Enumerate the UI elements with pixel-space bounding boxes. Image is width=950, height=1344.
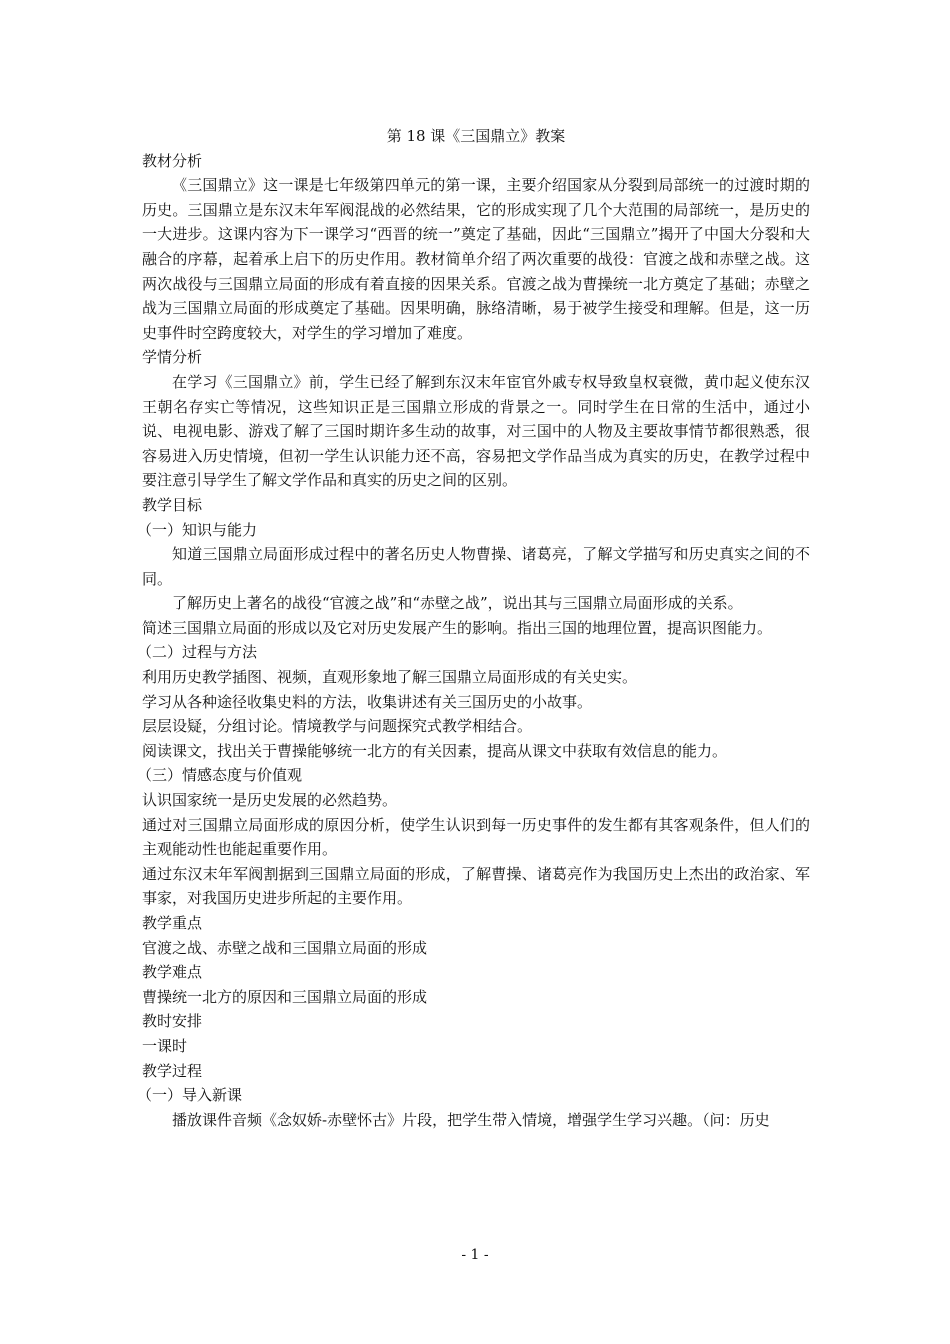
paragraph-method-2: 学习从各种途径收集史料的方法，收集讲述有关三国历史的小故事。 (142, 692, 593, 711)
paragraph-method-4: 阅读课文，找出关于曹操能够统一北方的有关因素，提高从课文中获取有效信息的能力。 (142, 741, 728, 760)
paragraph-method-3: 层层设疑，分组讨论。情境教学与问题探究式教学相结合。 (142, 717, 533, 736)
heading-student-analysis: 学情分析 (142, 348, 203, 367)
subheading-values: （三）情感态度与价值观 (137, 766, 303, 785)
paragraph-introduction: 播放课件音频《念奴娇-赤壁怀古》片段，把学生带入情境，增强学生学习兴趣。（问：历史 (172, 1110, 770, 1129)
paragraph-goal-3: 简述三国鼎立局面的形成以及它对历史发展产生的影响。指出三国的地理位置，提高识图能力。 (142, 618, 773, 637)
heading-difficulties: 教学难点 (142, 963, 203, 982)
paragraph-goal-2: 了解历史上著名的战役“官渡之战”和“赤壁之战”，说出其与三国鼎立局面形成的关系。 (172, 594, 743, 613)
paragraph-method-1: 利用历史教学插图、视频，直观形象地了解三国鼎立局面形成的有关史实。 (142, 668, 638, 687)
heading-teaching-process: 教学过程 (142, 1061, 203, 1080)
paragraph-key-points: 官渡之战、赤壁之战和三国鼎立局面的形成 (142, 938, 428, 957)
page-number: - 1 - (461, 1247, 489, 1263)
paragraph-values-1: 认识国家统一是历史发展的必然趋势。 (142, 791, 398, 810)
subheading-knowledge-ability: （一）知识与能力 (137, 520, 258, 539)
document-title: 第 18 课《三国鼎立》教案 (386, 127, 566, 145)
paragraph-values-2: 通过对三国鼎立局面形成的原因分析，使学生认识到每一历史事件的发生都有其客观条件，但人们的主观能动性也能起重要作用。 (142, 815, 810, 859)
paragraph-student-analysis: 在学习《三国鼎立》前，学生已经了解到东汉末年宦官外戚专权导致皇权衰微，黄巾起义使东汉王朝名存实亡等情况，这些知识正是三国鼎立形成的背景之一。同时学生在日常的生活中，通过小说、电视电影、游戏了解了三国时期许多生动的故事，对三国中的人物及主要故事情节都很熟悉，很容易进入历史情境，但初一学生认识能力还不高，容易把文学作品当成为真实的历史，在教学过程中要注意引导学生了解文学作品和真实的历史之间的区别。 (142, 372, 810, 490)
heading-teaching-goals: 教学目标 (142, 495, 203, 514)
paragraph-difficulties: 曹操统一北方的原因和三国鼎立局面的形成 (142, 987, 428, 1006)
document-body (137, 124, 810, 1132)
paragraph-schedule: 一课时 (142, 1036, 188, 1055)
heading-key-points: 教学重点 (142, 914, 203, 932)
subheading-introduction: （一）导入新课 (137, 1086, 243, 1105)
paragraph-textbook-analysis: 《三国鼎立》这一课是七年级第四单元的第一课，主要介绍国家从分裂到局部统一的过渡时期的历史。三国鼎立是东汉末年军阀混战的必然结果，它的形成实现了几个大范围的局部统一，是历史的一大进步。这课内容为下一课学习“西晋的统一”奠定了基础，因此“三国鼎立”揭开了中国大分裂和大融合的序幕，起着承上启下的历史作用。教材简单介绍了两次重要的战役：官渡之战和赤壁之战。这两次战役与三国鼎立局面的形成有着直接的因果关系。官渡之战为曹操统一北方奠定了基础；赤壁之战为三国鼎立局面的形成奠定了基础。因果明确，脉络清晰，易于被学生接受和理解。但是，这一历史事件时空跨度较大，对学生的学习增加了难度。 (142, 176, 810, 342)
subheading-process-method: （二）过程与方法 (137, 643, 258, 662)
heading-textbook-analysis: 教材分析 (142, 151, 203, 170)
paragraph-goal-1: 知道三国鼎立局面形成过程中的著名历史人物曹操、诸葛亮，了解文学描写和历史真实之间的不同。 (142, 545, 810, 588)
paragraph-values-3: 通过东汉末年军阀割据到三国鼎立局面的形成，了解曹操、诸葛亮作为我国历史上杰出的政治家、军事家，对我国历史进步所起的主要作用。 (142, 864, 810, 908)
heading-schedule: 教时安排 (142, 1012, 203, 1031)
